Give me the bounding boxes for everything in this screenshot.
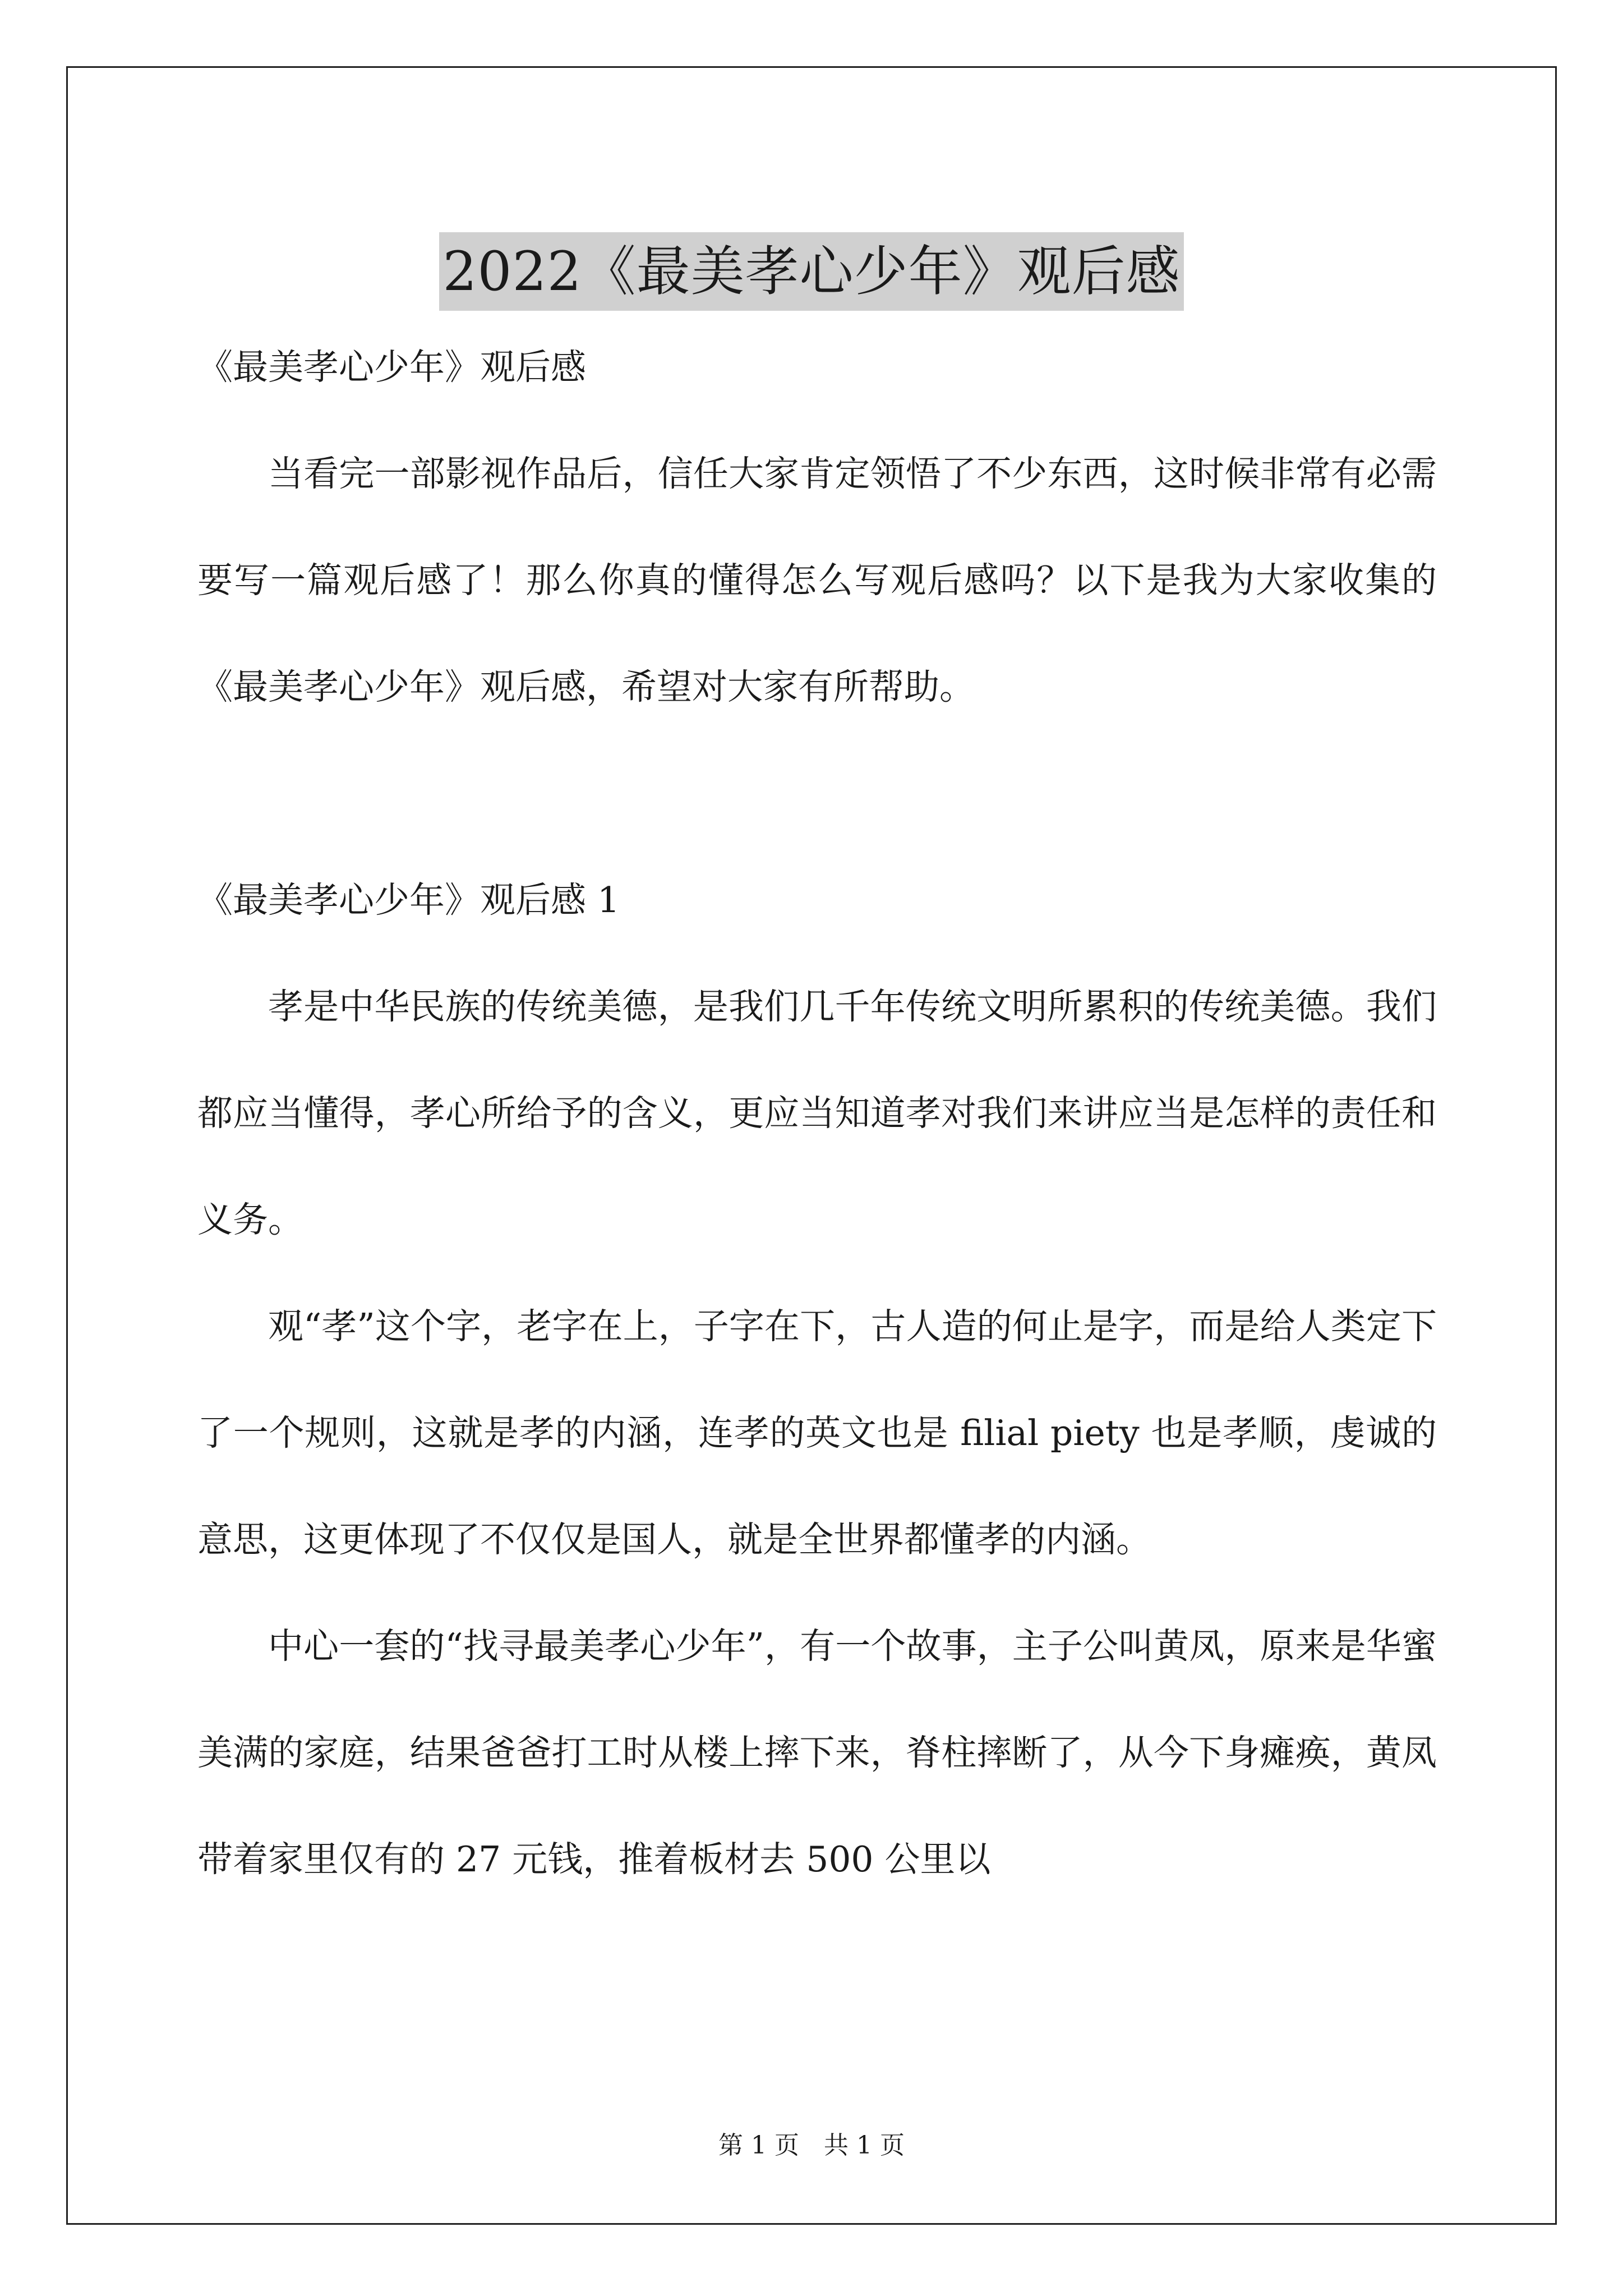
section-title: 《最美孝心少年》观后感 1	[197, 880, 620, 921]
document-body	[197, 314, 1437, 1913]
document-heading: 《最美孝心少年》观后感	[197, 347, 586, 388]
body-paragraph: 孝是中华民族的传统美德，是我们几千年传统文明所累积的传统美德。我们都应当懂得，孝心所给予的含义，更应当知道孝对我们来讲应当是怎样的责任和义务。	[197, 986, 1437, 1240]
body-paragraph: 观“孝”这个字，老字在上，子字在下，古人造的何止是字，而是给人类定下了一个规则，这就是孝的内涵，连孝的英文也是 filial piety 也是孝顺，虔诚的意思，这更体现了不仅仅是国人，就是全世界都懂孝的内涵。	[197, 1306, 1437, 1560]
spacer	[197, 740, 1437, 847]
document-title: 2022《最美孝心少年》观后感	[439, 232, 1183, 311]
body-paragraph: 中心一套的“找寻最美孝心少年”，有一个故事，主子公叫黄凤，原来是华蜜美满的家庭，结果爸爸打工时从楼上摔下来，脊柱摔断了，从今下身瘫痪，黄凤带着家里仅有的 27 元钱，推着板材去 500 公里以	[197, 1626, 1437, 1880]
page-footer: 第 1 页 共 1 页	[718, 2131, 905, 2160]
intro-paragraph: 当看完一部影视作品后，信任大家肯定领悟了不少东西，这时候非常有必需要写一篇观后感了！那么你真的懂得怎么写观后感吗？以下是我为大家收集的《最美孝心少年》观后感，希望对大家有所帮助。	[197, 453, 1437, 707]
